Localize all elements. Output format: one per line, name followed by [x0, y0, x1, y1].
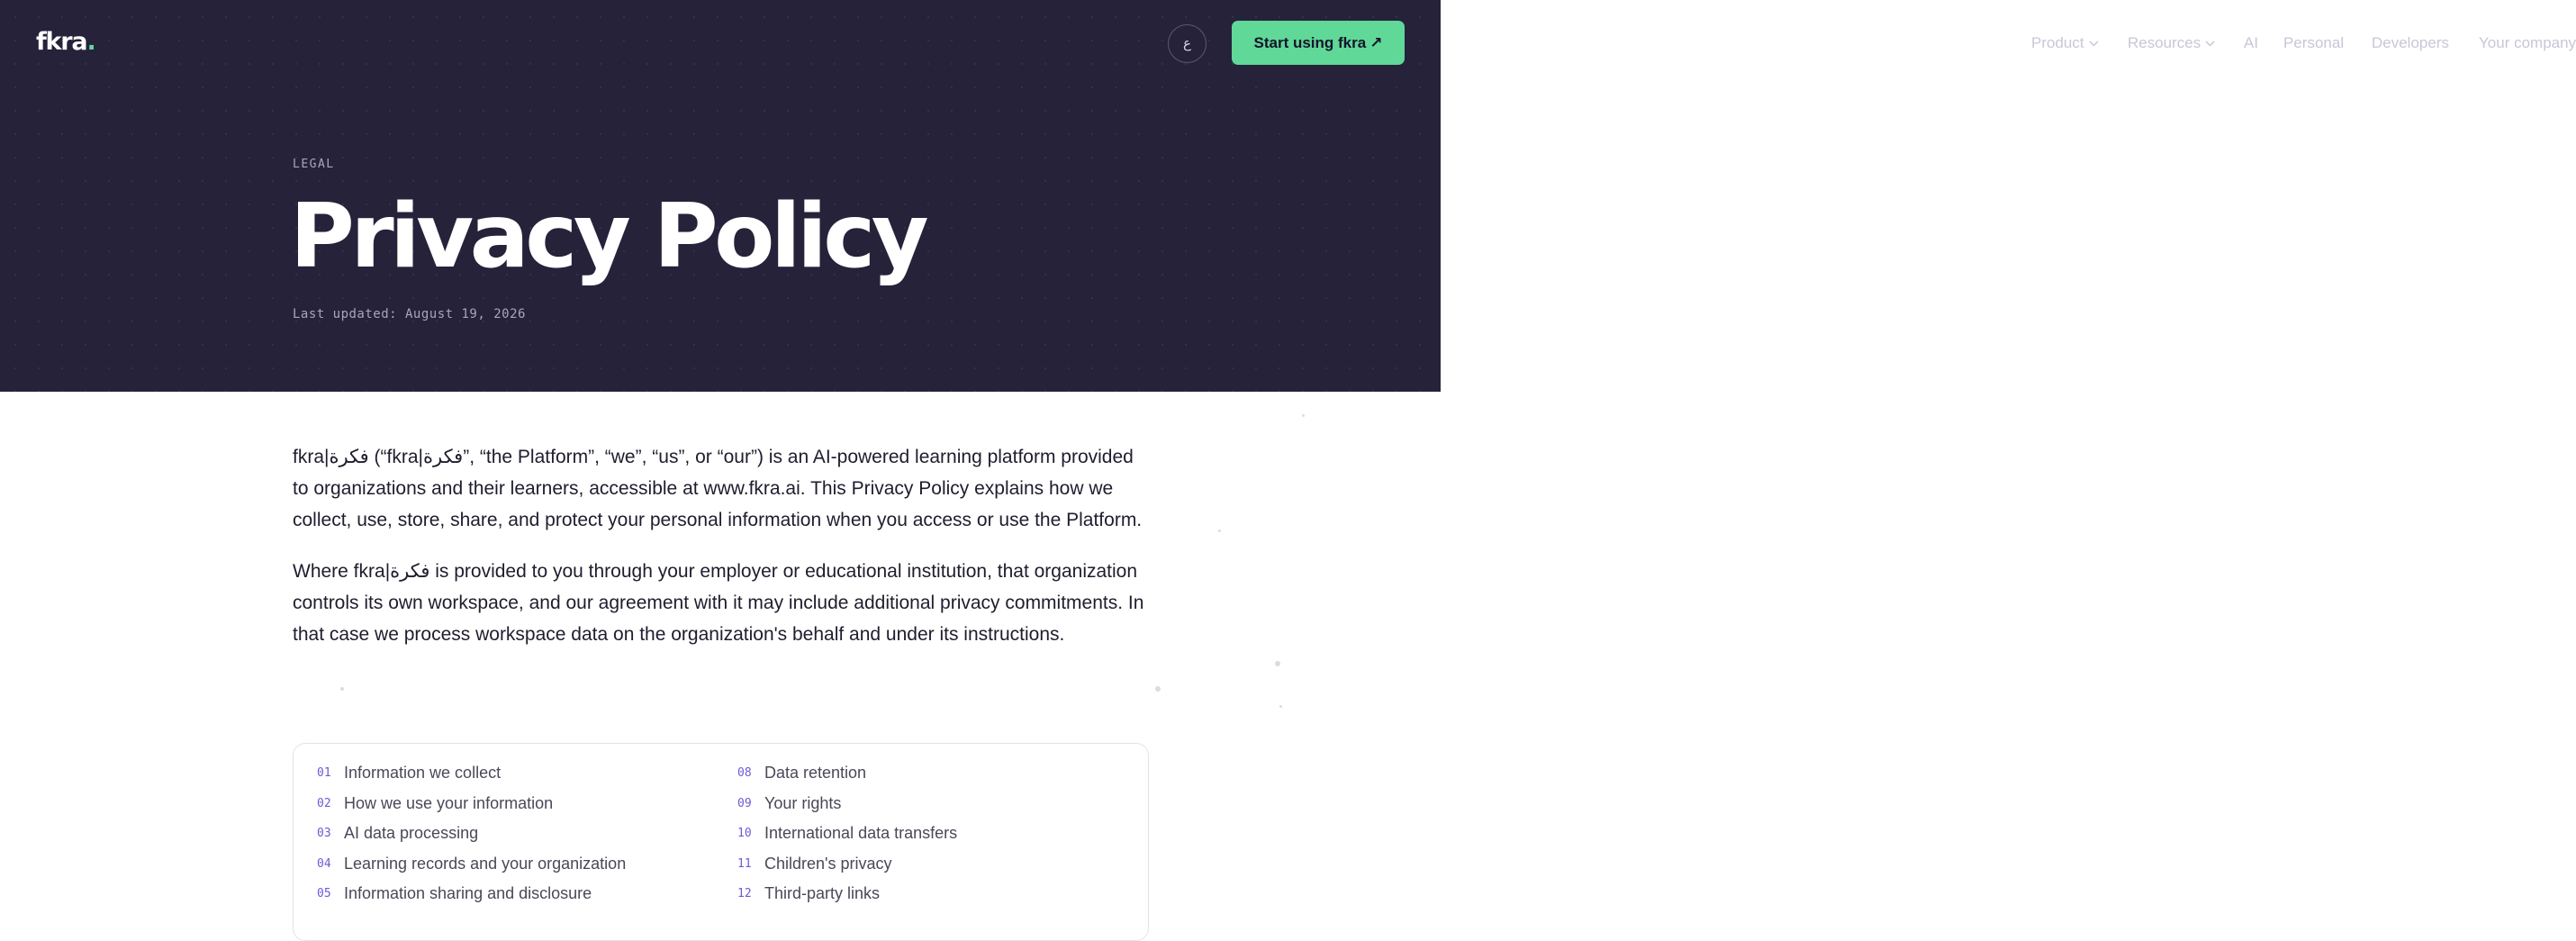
language-toggle-button[interactable]: ع: [1168, 24, 1207, 63]
decorative-dot: [1279, 705, 1282, 708]
decorative-dot: [340, 687, 344, 691]
toc-label: Data retention: [764, 764, 867, 782]
toc-number: 11: [737, 856, 752, 871]
nav-item-personal[interactable]: [2283, 31, 2344, 56]
decorative-dot: [1302, 414, 1305, 417]
toc-item[interactable]: [317, 824, 626, 855]
toc-label: Your rights: [764, 793, 842, 812]
toc-label: International data transfers: [764, 824, 958, 842]
nav-item-ai[interactable]: [2244, 31, 2258, 56]
toc-number: 05: [317, 887, 331, 900]
toc-number: 02: [317, 796, 331, 810]
toc-item[interactable]: [737, 824, 957, 855]
brand-dot: .: [86, 28, 95, 56]
toc-item[interactable]: [317, 855, 626, 885]
toc-item[interactable]: [737, 884, 957, 915]
intro-paragraph: Where fkra|فكرة is provided to you through your employer or educational institution, that organization controls its own workspace, and our agreement with it may include additional privacy commitments. In that case we process workspace data on the organization's behalf and under its instructions.: [293, 561, 1144, 645]
nav-item-product[interactable]: [2031, 31, 2099, 56]
chevron-down-icon: [2089, 30, 2099, 55]
toc-number: 01: [317, 766, 331, 780]
nav-item-resources[interactable]: [2128, 31, 2215, 56]
policy-intro: [293, 441, 1148, 670]
toc-item[interactable]: [737, 855, 957, 885]
decorative-dot: [1275, 661, 1280, 666]
nav-item-label: Resources: [2128, 34, 2201, 51]
toc-item[interactable]: [317, 794, 626, 825]
table-of-contents: [293, 743, 1149, 941]
last-updated-text: Last updated: August 19, 2026: [293, 307, 526, 321]
toc-number: 12: [737, 887, 752, 900]
toc-label: AI data processing: [344, 824, 479, 842]
section-eyebrow: LEGAL: [293, 158, 335, 171]
toc-number: 10: [737, 827, 752, 840]
toc-label: How we use your information: [344, 793, 554, 812]
toc-column-left: [317, 764, 626, 915]
toc-item[interactable]: [737, 764, 957, 794]
toc-number: 03: [317, 827, 331, 840]
toc-number: 04: [317, 856, 331, 871]
cta-label: Start using fkra: [1253, 34, 1367, 51]
toc-label: Children's privacy: [764, 854, 892, 873]
nav-item-label: AI: [2244, 34, 2259, 51]
start-using-button[interactable]: [1232, 21, 1405, 65]
toc-label: Learning records and your organization: [344, 854, 627, 873]
toc-number: 09: [737, 796, 752, 810]
toc-label: Third-party links: [764, 884, 881, 902]
chevron-down-icon: [2205, 30, 2215, 55]
hero-section: [0, 0, 2576, 392]
nav-item-label: Your company: [2479, 34, 2576, 51]
page-title: Privacy Policy: [290, 185, 926, 288]
toc-label: Information we collect: [344, 764, 502, 782]
toc-label: Information sharing and disclosure: [344, 884, 592, 902]
nav-item-label: Product: [2031, 34, 2084, 51]
toc-number: 08: [737, 766, 752, 780]
toc-item[interactable]: [317, 884, 626, 915]
toc-column-right: [737, 764, 957, 915]
toc-item[interactable]: [737, 794, 957, 825]
nav-item-developers[interactable]: [2372, 31, 2449, 56]
decorative-dot: [1218, 529, 1221, 532]
nav-item-label: Developers: [2372, 34, 2449, 51]
brand-logo[interactable]: [36, 27, 95, 58]
toc-item[interactable]: [317, 764, 626, 794]
nav-item-your-company[interactable]: [2479, 31, 2576, 56]
brand-name: fkra: [36, 28, 87, 56]
arrow-up-right-icon: ↗: [1369, 34, 1383, 52]
intro-paragraph: fkra|فكرة (“fkra|فكرة”, “the Platform”, “we”, “us”, or “our”) is an AI-powered learning platform provided to organizations and their learners, accessible at www.fkra.ai. This Privacy Policy explains how we collect, use, store, share, and protect your personal information when you access or use the Platform.: [293, 447, 1143, 530]
nav-item-label: Personal: [2283, 34, 2345, 51]
decorative-dot: [1155, 686, 1161, 692]
